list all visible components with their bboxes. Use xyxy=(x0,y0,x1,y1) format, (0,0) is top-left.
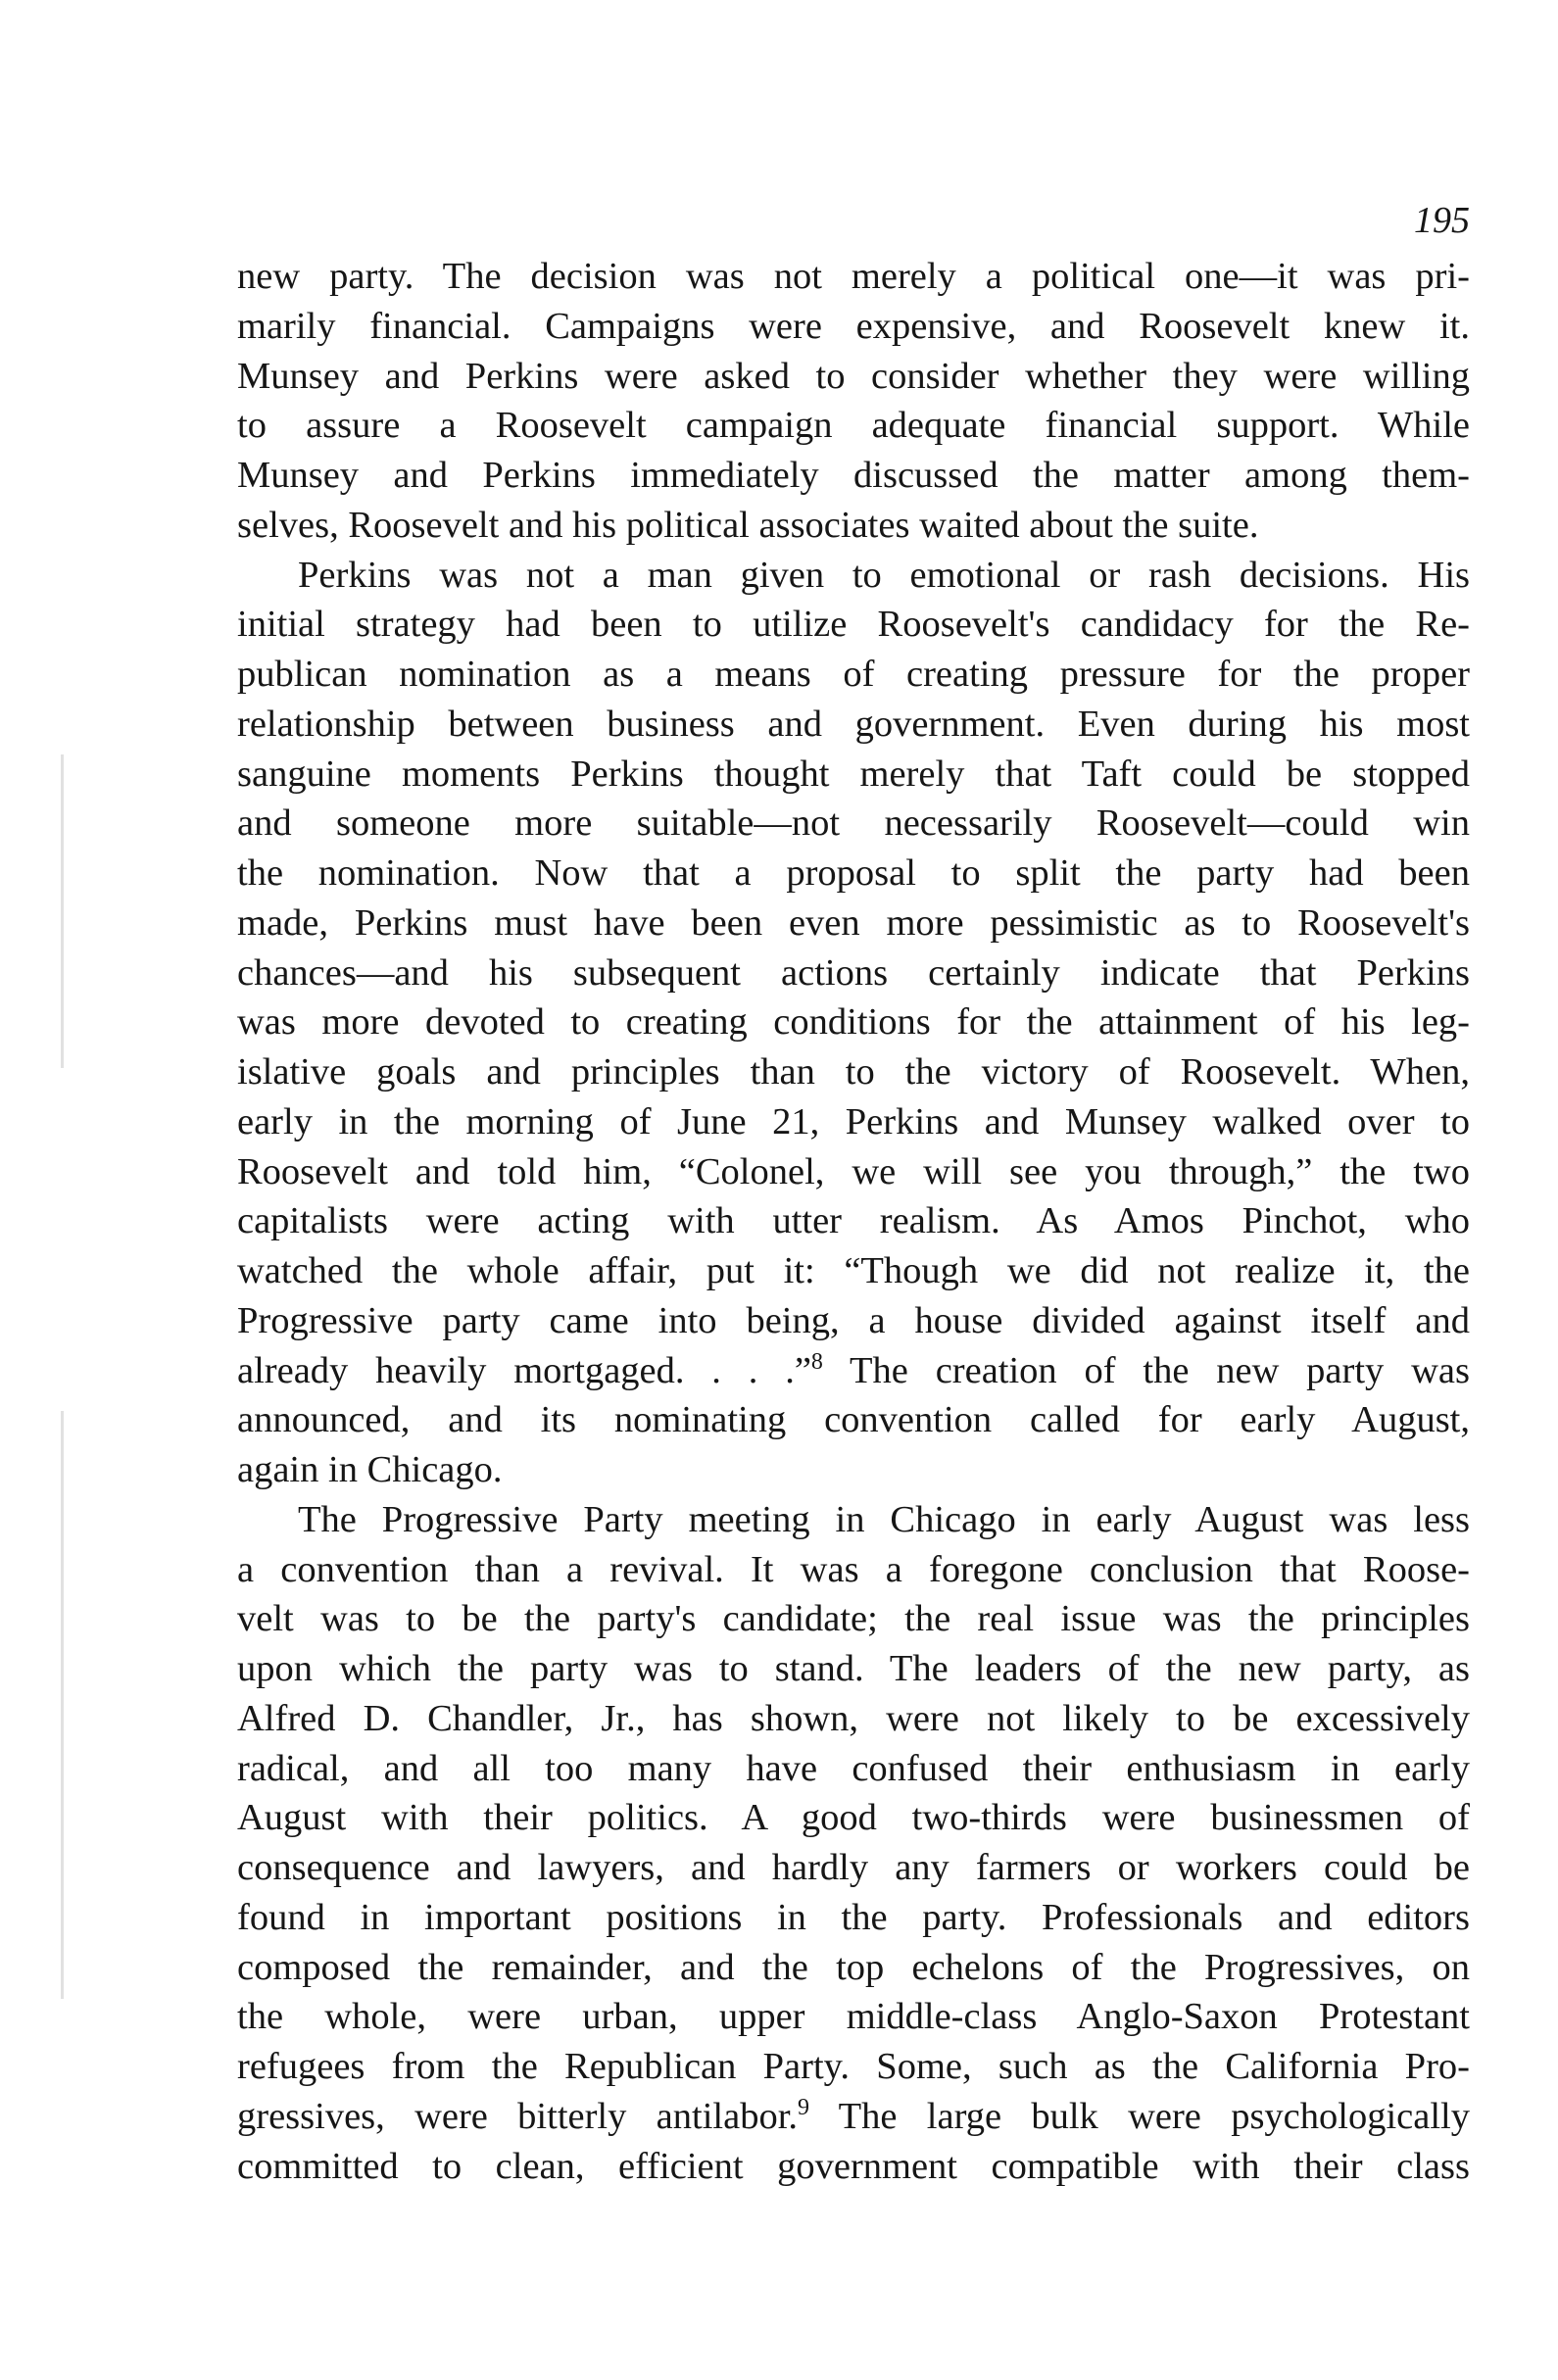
text-line xyxy=(237,252,1470,302)
text-line-content: again in Chicago. xyxy=(237,1449,503,1490)
text-line xyxy=(237,352,1470,402)
text-line-content: announced, and its nominating convention called for early August, xyxy=(237,1399,1470,1441)
text-line xyxy=(237,1196,1470,1246)
text-line-content: Munsey and Perkins immediately discussed the matter among them- xyxy=(237,455,1470,496)
text-line xyxy=(237,1346,1470,1396)
text-line-content: velt was to be the party's candidate; the real issue was the principles xyxy=(237,1598,1470,1640)
text-line xyxy=(237,1793,1470,1843)
text-line-content: and someone more suitable—not necessarily Roosevelt—could win xyxy=(237,802,1470,845)
text-line-content: composed the remainder, and the top echelons of the Progressives, on xyxy=(237,1946,1470,1988)
text-line-content: marily financial. Campaigns were expensive, and Roosevelt knew it. xyxy=(237,305,1470,347)
text-line xyxy=(237,1893,1470,1943)
text-line xyxy=(237,948,1470,998)
text-line-content: made, Perkins must have been even more pessimistic as to Roosevelt's xyxy=(237,901,1470,944)
scan-margin-artifact xyxy=(61,754,64,1068)
text-line xyxy=(237,1744,1470,1794)
footnote-marker: 9 xyxy=(798,2094,810,2120)
text-line xyxy=(237,650,1470,700)
text-line xyxy=(237,501,1470,551)
text-line-continuation: The creation of the new party was xyxy=(822,1349,1470,1391)
text-line-content: early in the morning of June 21, Perkins and Munsey walked over to xyxy=(237,1100,1470,1142)
text-line xyxy=(237,2042,1470,2092)
text-line xyxy=(237,1445,1470,1495)
text-line-content: new party. The decision was not merely a political one—it was pri- xyxy=(237,256,1470,297)
text-line xyxy=(237,2142,1470,2192)
text-line-content: consequence and lawyers, and hardly any farmers or workers could be xyxy=(237,1847,1470,1888)
text-line xyxy=(237,849,1470,899)
text-line-content: initial strategy had been to utilize Roosevelt's candidacy for the Re- xyxy=(237,604,1470,646)
text-line xyxy=(237,551,1470,601)
page-number: 195 xyxy=(1414,200,1470,241)
text-line-content: already heavily mortgaged. . . .” xyxy=(237,1349,811,1391)
text-line-content: islative goals and principles than to the victory of Roosevelt. When, xyxy=(237,1051,1470,1093)
text-line xyxy=(237,1147,1470,1197)
text-line-continuation: The large bulk were psychologically xyxy=(809,2095,1470,2137)
text-line xyxy=(237,1097,1470,1147)
body-text xyxy=(237,252,1470,2191)
text-line-content: Alfred D. Chandler, Jr., has shown, were not likely to be excessively xyxy=(237,1697,1470,1739)
text-line-content: upon which the party was to stand. The leaders of the new party, as xyxy=(237,1648,1470,1689)
text-line xyxy=(237,1246,1470,1296)
text-line xyxy=(237,1644,1470,1694)
text-line xyxy=(237,799,1470,849)
text-line-content: relationship between business and government. Even during his most xyxy=(237,703,1470,745)
text-line xyxy=(237,451,1470,501)
text-line-content: found in important positions in the party. Professionals and editors xyxy=(237,1896,1470,1938)
text-line-content: Munsey and Perkins were asked to consider whether they were willing xyxy=(237,355,1470,397)
text-line-content: was more devoted to creating conditions for the attainment of his leg- xyxy=(237,1001,1470,1044)
text-line xyxy=(237,899,1470,948)
text-line xyxy=(237,1694,1470,1744)
text-line xyxy=(237,401,1470,451)
text-line-content: publican nomination as a means of creating pressure for the proper xyxy=(237,654,1470,695)
text-line xyxy=(237,1395,1470,1445)
text-line xyxy=(237,1047,1470,1097)
text-line xyxy=(237,1843,1470,1893)
text-line-content: Roosevelt and told him, “Colonel, we will see you through,” the two xyxy=(237,1150,1470,1192)
text-line-content: selves, Roosevelt and his political associates waited about the suite. xyxy=(237,504,1259,546)
text-line-content: gressives, were bitterly antilabor. xyxy=(237,2095,799,2137)
text-line-content: to assure a Roosevelt campaign adequate financial support. While xyxy=(237,405,1470,447)
footnote-marker: 8 xyxy=(810,1348,823,1375)
text-line xyxy=(237,1495,1470,1545)
text-line xyxy=(237,1992,1470,2042)
text-line-content: radical, and all too many have confused their enthusiasm in early xyxy=(237,1747,1470,1789)
text-line xyxy=(237,1594,1470,1644)
text-line xyxy=(237,700,1470,750)
text-line xyxy=(237,600,1470,650)
text-line xyxy=(237,302,1470,352)
text-line-content: The Progressive Party meeting in Chicago in early August was less xyxy=(298,1498,1470,1540)
text-line xyxy=(237,750,1470,800)
text-line-content: the whole, were urban, upper middle-class Anglo-Saxon Protestant xyxy=(237,1996,1470,2038)
text-line-content: Perkins was not a man given to emotional or rash decisions. His xyxy=(298,554,1470,596)
text-line xyxy=(237,2092,1470,2142)
text-line xyxy=(237,1296,1470,1346)
text-line-content: capitalists were acting with utter realism. As Amos Pinchot, who xyxy=(237,1200,1470,1242)
text-line-content: committed to clean, efficient government compatible with their class xyxy=(237,2145,1470,2187)
text-line-content: refugees from the Republican Party. Some, such as the California Pro- xyxy=(237,2046,1470,2087)
text-line-content: sanguine moments Perkins thought merely that Taft could be stopped xyxy=(237,753,1470,795)
text-line-content: Progressive party came into being, a house divided against itself and xyxy=(237,1299,1470,1341)
text-line-content: a convention than a revival. It was a foregone conclusion that Roose- xyxy=(237,1548,1470,1590)
text-line-content: August with their politics. A good two-thirds were businessmen of xyxy=(237,1797,1470,1839)
text-line-content: chances—and his subsequent actions certainly indicate that Perkins xyxy=(237,951,1470,994)
text-line xyxy=(237,997,1470,1047)
text-line-content: watched the whole affair, put it: “Though we did not realize it, the xyxy=(237,1250,1470,1291)
text-line xyxy=(237,1545,1470,1595)
scan-margin-artifact xyxy=(61,1411,64,1999)
text-line-content: the nomination. Now that a proposal to split the party had been xyxy=(237,852,1470,894)
text-line xyxy=(237,1943,1470,1993)
